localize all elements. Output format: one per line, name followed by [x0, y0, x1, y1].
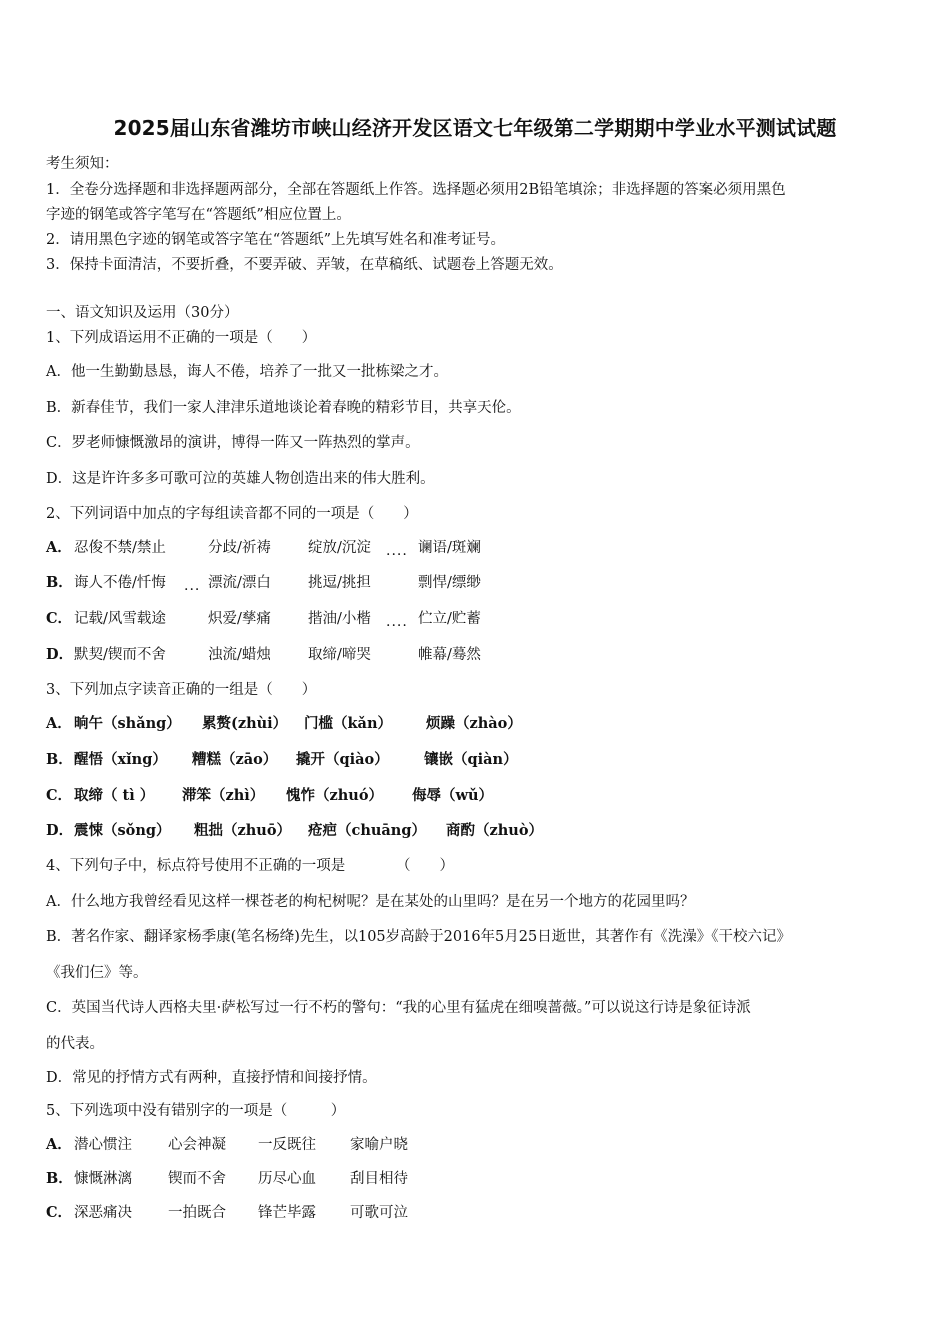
- q2-a-item-2: 分歧/祈祷: [208, 540, 271, 556]
- q3-b-item-3: 撬开（qiào）: [296, 751, 389, 768]
- option-label: C．: [46, 1204, 73, 1221]
- q5-b-item-1: 慷慨淋漓: [74, 1171, 132, 1187]
- option-label: B．: [46, 574, 73, 591]
- q2-option-a: [46, 536, 481, 557]
- notice-item-1b: 字迹的钢笔或答字笔写在“答题纸”相应位置上。: [46, 207, 351, 223]
- q1-option-c: C．罗老师慷慨激昂的演讲，博得一阵又一阵热烈的掌声。: [46, 435, 420, 451]
- notice-item-3: 3．保持卡面清洁，不要折叠，不要弄破、弄皱，在草稿纸、试题卷上答题无效。: [46, 257, 563, 273]
- notice-item-1a: 1．全卷分选择题和非选择题两部分，全部在答题纸上作答。选择题必须用2B铅笔填涂；非选择题的答案必须用黑色: [46, 182, 786, 198]
- q3-c-item-3: 愧怍（zhuó）: [286, 787, 383, 804]
- q3-option-a: [46, 712, 522, 733]
- q2-d-item-1: 默契/锲而不舍: [74, 647, 166, 663]
- q1-stem: 1、下列成语运用不正确的一项是（ ）: [46, 330, 317, 346]
- q4-option-c-line1: C．英国当代诗人西格夫里·萨松写过一行不朽的警句：“我的心里有猛虎在细嗅蔷薇。”可以说这行诗是象征诗派: [46, 1000, 751, 1016]
- q3-stem: 3、下列加点字读音正确的一组是（ ）: [46, 682, 317, 698]
- q2-b-item-3: 挑逗/挑担: [308, 575, 371, 591]
- q5-stem: 5、下列选项中没有错别字的一项是（ ）: [46, 1103, 346, 1119]
- q1-option-b: B．新春佳节，我们一家人津津乐道地谈论着春晚的精彩节目，共享天伦。: [46, 400, 521, 416]
- q5-b-item-3: 历尽心血: [258, 1171, 316, 1187]
- q5-a-item-3: 一反既往: [258, 1137, 316, 1153]
- q4-option-b-line2: 《我们仨》等。: [46, 965, 148, 981]
- section-heading: 一、语文知识及运用（30分）: [46, 305, 239, 321]
- q3-a-item-4: 烦躁（zhào）: [426, 715, 522, 732]
- emphasis-dots: ....: [386, 614, 408, 630]
- q3-d-item-3: 疮疤（chuāng）: [308, 822, 426, 839]
- q3-c-item-4: 侮辱（wǔ）: [412, 787, 494, 804]
- q3-option-d: [46, 819, 543, 840]
- q2-a-item-3: 绽放/沉淀: [308, 540, 371, 556]
- q2-c-item-3: 揩油/小楷: [308, 611, 371, 627]
- q4-stem: 4、下列句子中，标点符号使用不正确的一项是 （ ）: [46, 858, 454, 874]
- q2-stem: 2、下列词语中加点的字每组读音都不同的一项是（ ）: [46, 506, 418, 522]
- q2-option-d: [46, 643, 481, 664]
- q4-option-a: A．什么地方我曾经看见这样一棵苍老的枸杞树呢？是在某处的山里吗？是在另一个地方的花园里吗？: [46, 894, 695, 910]
- q2-b-item-4: 剽悍/缥缈: [418, 575, 481, 591]
- q2-option-b: [46, 571, 481, 592]
- q3-c-item-1: 取缔（ tì ）: [74, 787, 155, 804]
- q2-a-item-4: 谰语/斑斓: [418, 540, 481, 556]
- q5-c-item-4: 可歌可泣: [350, 1205, 408, 1221]
- q5-option-a: [46, 1133, 408, 1154]
- q3-b-item-2: 糟糕（zāo）: [192, 751, 278, 768]
- q1-option-d: D．这是许许多多可歌可泣的英雄人物创造出来的伟大胜利。: [46, 471, 435, 487]
- q5-b-item-2: 锲而不舍: [168, 1171, 226, 1187]
- q5-c-item-3: 锋芒毕露: [258, 1205, 316, 1221]
- q2-b-item-2: 漂流/漂白: [208, 575, 271, 591]
- q2-d-item-2: 浊流/蜡烛: [208, 647, 271, 663]
- q5-c-item-1: 深恶痛决: [74, 1205, 132, 1221]
- notice-heading: 考生须知：: [46, 156, 119, 172]
- q5-a-item-4: 家喻户晓: [350, 1137, 408, 1153]
- q5-option-c: [46, 1201, 408, 1222]
- q3-a-item-2: 累赘(zhùi）: [202, 715, 288, 732]
- option-label: D．: [46, 646, 74, 663]
- q3-c-item-2: 滞笨（zhì）: [182, 787, 265, 804]
- page-title: 2025届山东省潍坊市峡山经济开发区语文七年级第二学期期中学业水平测试试题: [113, 116, 837, 140]
- q1-option-a: A．他一生勤勤恳恳，诲人不倦，培养了一批又一批栋梁之才。: [46, 364, 448, 380]
- q2-d-item-3: 取缔/啼哭: [308, 647, 371, 663]
- q3-b-item-1: 醒悟（xǐng）: [74, 751, 167, 768]
- q4-option-c-line2: 的代表。: [46, 1036, 104, 1052]
- q2-c-item-1: 记载/风雪载途: [74, 611, 166, 627]
- notice-item-2: 2．请用黑色字迹的钢笔或答字笔在“答题纸”上先填写姓名和准考证号。: [46, 232, 506, 248]
- q3-d-item-4: 商酌（zhuò）: [446, 822, 543, 839]
- q3-a-item-1: 晌午（shǎng）: [74, 715, 181, 732]
- q2-d-item-4: 帷幕/蓦然: [418, 647, 481, 663]
- q3-option-b: [46, 748, 518, 769]
- q2-c-item-4: 伫立/贮蓄: [418, 611, 481, 627]
- emphasis-dots: ...: [184, 578, 201, 594]
- q3-a-item-3: 门槛（kǎn）: [304, 715, 392, 732]
- option-label: C．: [46, 787, 73, 804]
- emphasis-dots: ....: [386, 543, 408, 559]
- option-label: D．: [46, 822, 74, 839]
- q5-a-item-2: 心会神凝: [168, 1137, 226, 1153]
- q2-a-item-1: 忍俊不禁/禁止: [74, 540, 166, 556]
- option-label: A．: [46, 1136, 72, 1153]
- option-label: B．: [46, 751, 73, 768]
- q3-b-item-4: 镶嵌（qiàn）: [424, 751, 518, 768]
- q3-d-item-1: 震悚（sǒng）: [74, 822, 171, 839]
- option-label: A．: [46, 715, 72, 732]
- q2-c-item-2: 炽爱/孳痛: [208, 611, 271, 627]
- option-label: A．: [46, 539, 72, 556]
- q3-option-c: [46, 784, 494, 805]
- q5-option-b: [46, 1167, 408, 1188]
- q5-b-item-4: 刮目相待: [350, 1171, 408, 1187]
- q3-d-item-2: 粗拙（zhuō）: [194, 822, 291, 839]
- q5-a-item-1: 潜心惯注: [74, 1137, 132, 1153]
- q2-option-c: [46, 607, 481, 628]
- q5-c-item-2: 一拍既合: [168, 1205, 226, 1221]
- q4-option-b-line1: B．著名作家、翻译家杨季康(笔名杨绛)先生，以105岁高龄于2016年5月25日逝世，其著作有《洗澡》《干校六记》: [46, 929, 791, 945]
- option-label: B．: [46, 1170, 73, 1187]
- q4-option-d: D．常见的抒情方式有两种，直接抒情和间接抒情。: [46, 1070, 377, 1086]
- option-label: C．: [46, 610, 73, 627]
- q2-b-item-1: 诲人不倦/忏悔: [74, 575, 166, 591]
